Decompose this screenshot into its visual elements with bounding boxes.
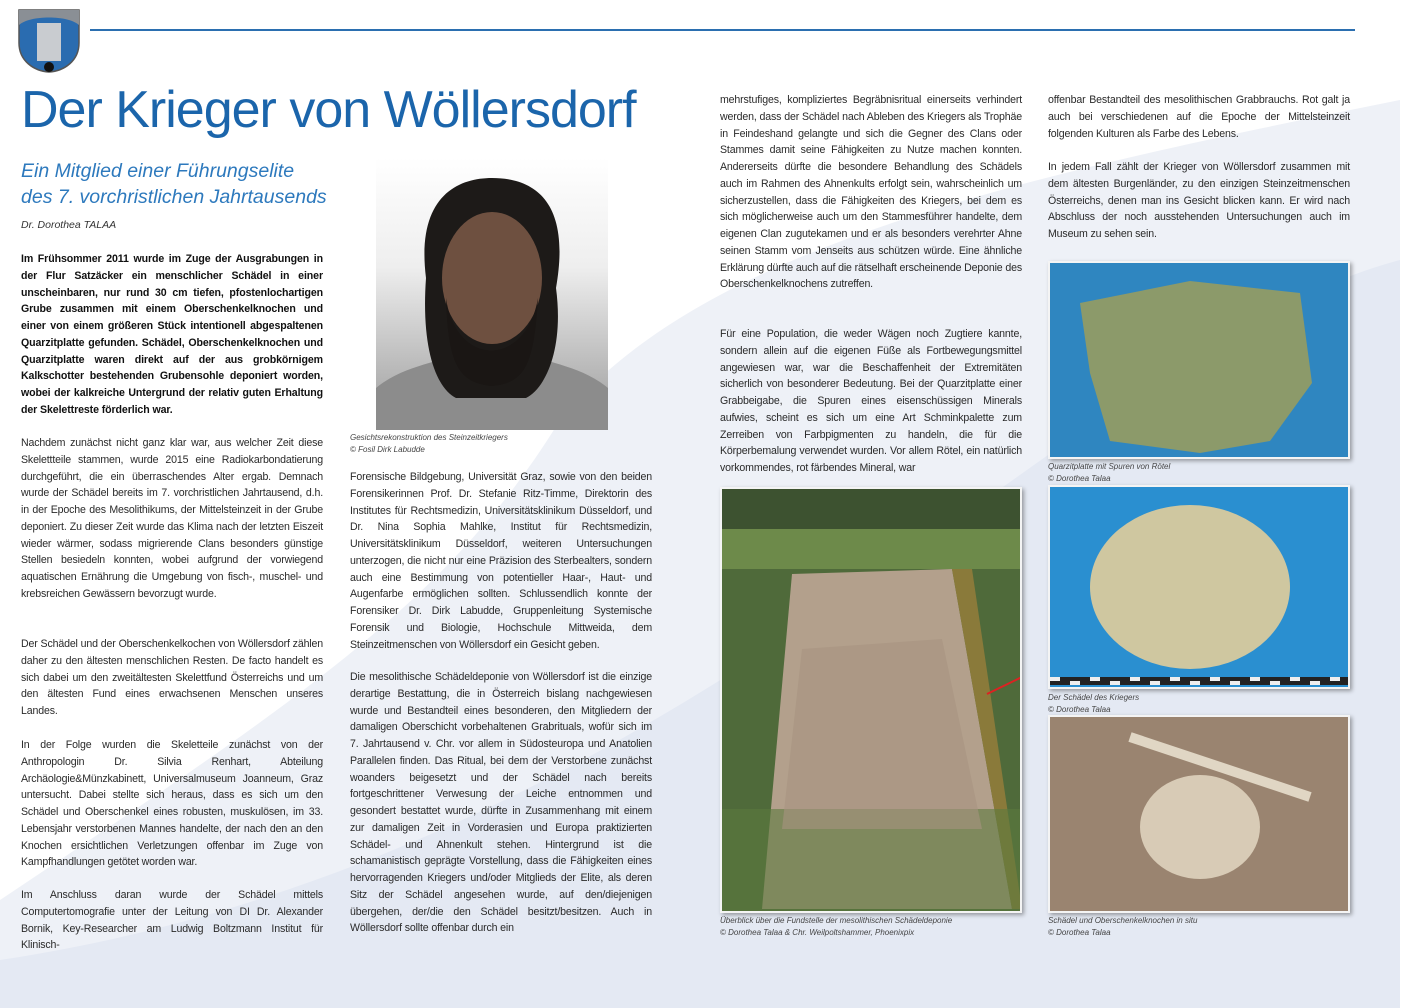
- paragraph: Die mesolithische Schädeldeponie von Wöllersdorf ist die einzige derartige Bestattung, die in Österreich bislang nachgewiesen wurde und Bestandteil eines besonderen, den Mitgliedern der damaligen Oberschicht vorbehaltenen Grabrituals, wofür sich im 7. Jahrtausend v. Chr. vor allem in Südosteuropa und Anatolien Parallelen finden. Das Ritual, bei dem der Verstorbene zunächst woanders beigesetzt und der Schädel nach bereits fortgeschrittener Verwesung der Leiche entnommen und gesondert bestattet wurde, dürfte in Zusammenhang mit einem zur damaligen Zeit in Vorderasien und Europa praktizierten Schädel- und Ahnenkult stehen. Hintergrund ist die schamanistisch geprägte Vorstellung, dass die Fähigkeiten eines hervorragenden Kriegers und/oder Mitglieds der Elite, als deren Sitz der Schädel angesehen wurde, auf den/diejenigen übergehen, der/die den Schädel besitzt/besitzen. Auch in Wöllersdorf sollte offenbar durch ein: [350, 671, 652, 935]
- caption-text: Quarzitplatte mit Spuren von Rötel: [1048, 462, 1171, 471]
- caption-credit: © Dorothea Talaa: [1048, 704, 1111, 714]
- paragraph: In jedem Fall zählt der Krieger von Wöllersdorf zusammen mit dem ältesten Burgenländer, zu den einzigen Steinzeitmenschen Österreichs, denen man ins Gesicht blicken kann. Er wird nach Abschluss der noch ausstehenden Untersuchungen auch im Museum zu sehen sein.: [1048, 161, 1350, 240]
- coat-of-arms-logo: [18, 9, 80, 73]
- skull-photo: [1048, 485, 1350, 689]
- paragraph: Im Anschluss daran wurde der Schädel mittels Computertomografie unter der Leitung von DI Dr. Alexander Bornik, Key-Researcher am Ludwig Boltzmann Institut für Klinisch-: [21, 889, 323, 952]
- paragraph: Für eine Population, die weder Wägen noch Zugtiere kannte, sondern allein auf die eigenen Füße als Fortbewegungsmittel angewiesen war, war die Beschaffenheit der Extremitäten sicherlich von besonderer Bedeutung. Bei der Quarzitplatte einer Grabbeigabe, die Spuren eines eisenschüssigen Minerals aufwies, scheint es sich um eine Art Schminkpalette zum Zerreiben von Farbpigmenten zu handeln, die für die Körperbemalung verwendet wurden. Vor allem Rötel, ein natürlich vorkommendes, rot färbendes Mineral, war: [720, 328, 1022, 474]
- subtitle-line: des 7. vorchristlichen Jahrtausends: [21, 186, 327, 208]
- caption-text: Der Schädel des Kriegers: [1048, 693, 1140, 702]
- article-title: Der Krieger von Wöllersdorf: [21, 81, 636, 139]
- site-caption: [720, 915, 952, 938]
- article-subtitle: [21, 158, 327, 210]
- paragraph: Forensische Bildgebung, Universität Graz, sowie von den beiden Forensikerinnen Prof. Dr. Stefanie Ritz-Timme, Direktorin des Institutes für Rechtsmedizin, Universitätsklinikum Düsseldorf, und Dr. Nina Sophia Mahlke, Institut für Rechtsmedizin, Universitätsklinikum Düsseldorf, weiteren Untersuchungen unterzogen, die nicht nur eine Präzision des Sterbealters, sondern auch eine Bestimmung von potentieller Haar-, Haut- und Augenfarbe ermöglichen sollten. Schlussendlich konnte der Forensiker Dr. Dirk Labudde, Gruppenleitung Systemische Forensik und Biologie, Hochschule Mittweida, dem Steinzeitmenschen von Wöllersdorf ein Gesicht geben.: [350, 471, 652, 651]
- caption-text: Schädel und Oberschenkelknochen in situ: [1048, 916, 1198, 925]
- header-rule: [90, 29, 1355, 31]
- portrait-reconstruction-image: [376, 158, 608, 430]
- author: Dr. Dorothea TALAA: [21, 219, 117, 231]
- paragraph: Der Schädel und der Oberschenkelkochen von Wöllersdorf zählen daher zu den ältesten menschlichen Resten. De facto handelt es sich dabei um den zweitältesten Skelettfund Österreichs und um den ältesten Fund eines erwachsenen Menschen unseres Landes.: [21, 638, 323, 717]
- skull-in-situ-photo: [1048, 715, 1350, 913]
- excavation-site-photo: [720, 487, 1022, 913]
- skull-caption: [1048, 692, 1139, 715]
- caption-text: Gesichtsrekonstruktion des Steinzeitkriegers: [350, 433, 508, 442]
- paragraph: Nachdem zunächst nicht ganz klar war, aus welcher Zeit diese Skelettteile stammen, wurde 2015 eine Radiokarbondatierung durchgeführt, die ein überraschendes Alter ergab. Demnach wurde der Schädel bereits im 7. vorchristlichen Jahrtausend, d.h. in der Epoche des Mesolithikums, der Mittelsteinzeit in der Grube deponiert. Zu dieser Zeit wurde das Klima nach der letzten Eiszeit wieder wärmer, sodass migrierende Clans besonders günstige Stellen besiedeln konnten, wobei aufgrund der vorwiegend aquatischen Ernährung die Umgebung von fisch-, muschel- und krebsreichen Gewässern bevorzugt wurde.: [21, 437, 323, 600]
- caption-credit: © Fosil Dirk Labudde: [350, 444, 425, 454]
- paragraph: offenbar Bestandteil des mesolithischen Grabbrauchs. Rot galt ja auch bei verschiedenen auf die Epoche der Mittelsteinzeit folgenden Kulturen als Farbe des Lebens.: [1048, 94, 1350, 140]
- caption-text: Überblick über die Fundstelle der mesolithischen Schädeldeponie: [720, 916, 953, 925]
- quartz-caption: [1048, 461, 1170, 484]
- caption-credit: © Dorothea Talaa & Chr. Weilpoltshammer, Phoenixpix: [720, 927, 915, 937]
- quartzite-plate-photo: [1048, 261, 1350, 459]
- subtitle-line: Ein Mitglied einer Führungselite: [21, 160, 295, 182]
- paragraph: mehrstufiges, kompliziertes Begräbnisritual einerseits verhindert werden, dass der Schädel nach Ableben des Kriegers als Trophäe in Feindeshand gelangte und sich die Gegner des Clans oder Stammes damit seine Fähigkeiten zu Nutze machen konnten. Andererseits dürfte die besondere Behandlung des Schädels auch im Rahmen des Ahnenkults erfolgt sein, wahrscheinlich um sicherzustellen, dass die Fähigkeiten des Kriegers, bei dem es sich möglicherweise auch um den Stammesführer handelte, dem eigenen Clan zugutekamen und er als besonders verehrter Ahne seinen Stamm vom Jenseits aus schützen würde. Eine ähnliche Erklärung dürfte auch auf die rätselhaft erscheinende Deponie des Oberschenkelknochens zutreffen.: [720, 94, 1022, 291]
- caption-credit: © Dorothea Talaa: [1048, 927, 1111, 937]
- paragraph: In der Folge wurden die Skeletteile zunächst von der Anthropologin Dr. Silvia Renhart, Abteilung Archäologie&Münzkabinett, Universalmuseum Joanneum, Graz untersucht. Dabei stellte sich heraus, dass es sich um den Schädel und Oberschenkel eines robusten, muskulösen, im 33. Lebensjahr verstorbenen Mannes handelte, der nach den an den Knochen ersichtlichen Verletzungen offenbar im Zuge von Kampfhandlungen getötet worden war.: [21, 739, 323, 869]
- caption-credit: © Dorothea Talaa: [1048, 473, 1111, 483]
- portrait-caption: [350, 432, 508, 455]
- lead-paragraph: Im Frühsommer 2011 wurde im Zuge der Ausgrabungen in der Flur Satzäcker ein menschlicher Schädel in einer unscheinbaren, nur rund 30 cm tiefen, pfostenlochartigen Grube zusammen mit einem Oberschenkelknochen und einer von einem größeren Stück intentionell abgespaltenen Quarzitplatte gefunden. Schädel, Oberschenkelknochen und Quarzitplatte waren direkt auf der aus grobkörnigem Kalkschotter bestehenden Grubensohle deponiert worden, wobei der kalkreiche Untergrund der relativ guten Erhaltung der Skelettreste förderlich war.: [21, 253, 323, 416]
- insitu-caption: [1048, 915, 1197, 938]
